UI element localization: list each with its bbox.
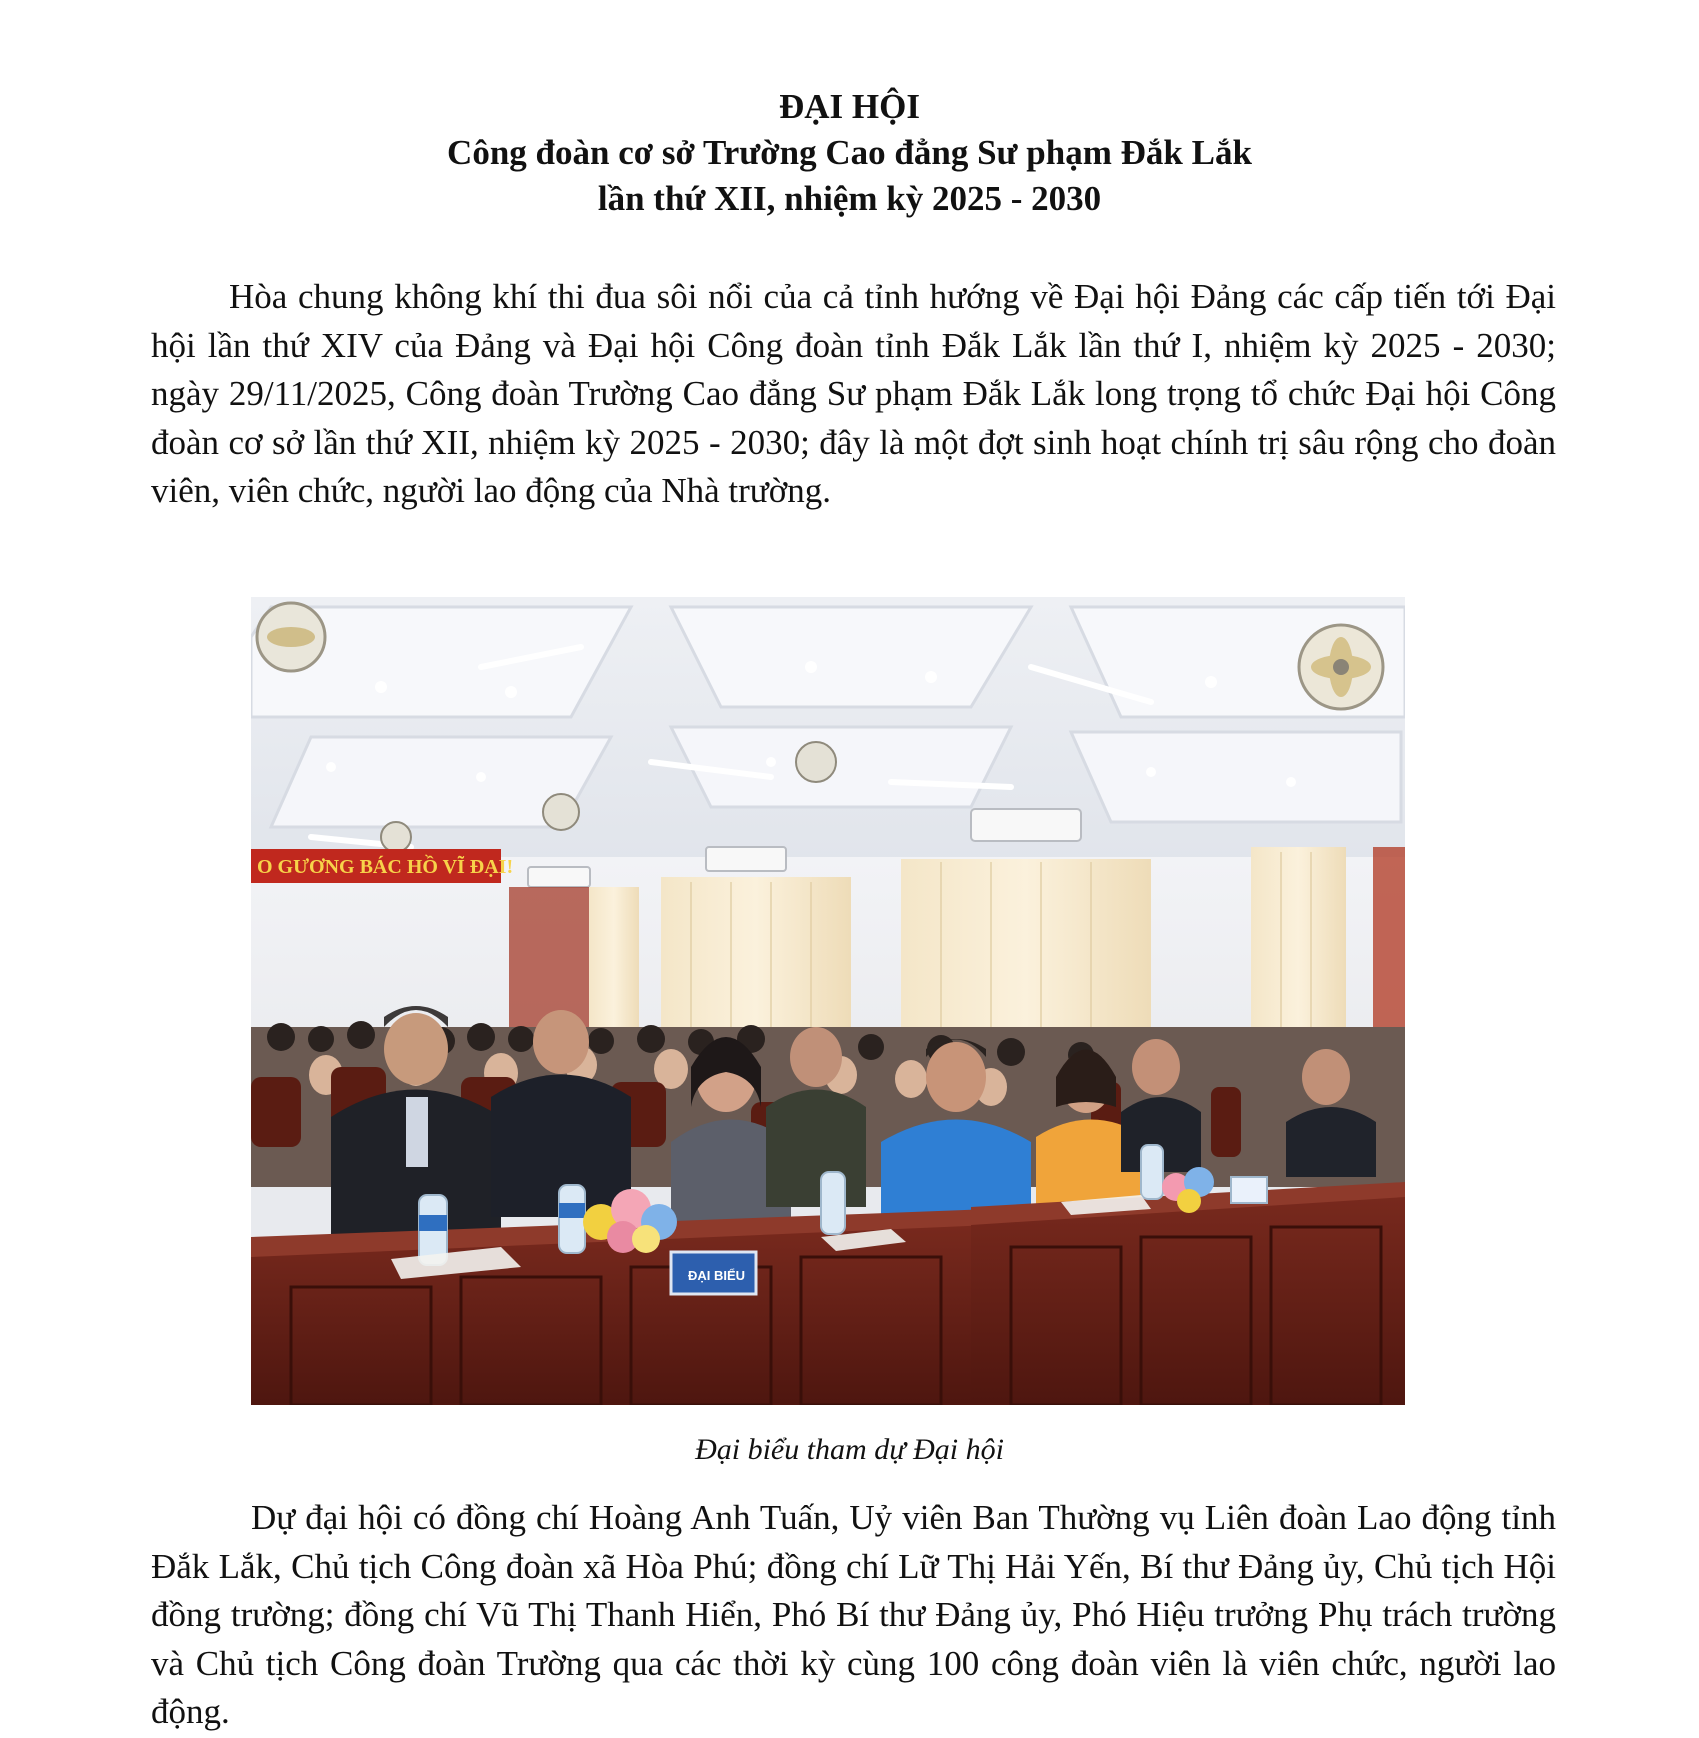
second-paragraph: Dự đại hội có đồng chí Hoàng Anh Tuấn, Uỷ viên Ban Thường vụ Liên đoàn Lao động tỉnh Đắk Lắk, Chủ tịch Công đoàn xã Hòa Phú; đồng chí Lữ Thị Hải Yến, Bí thư Đảng ủy, Chủ tịch Hội đồng trường; đồng chí Vũ Thị Thanh Hiển, Phó Bí thư Đảng ủy, Phó Hiệu trưởng Phụ trách trường và Chủ tịch Công đoàn Trường qua các thời kỳ cùng 100 công đoàn viên là viên chức, người lao động.: [151, 1498, 1556, 1731]
intro-paragraph: Hòa chung không khí thi đua sôi nổi của cả tỉnh hướng về Đại hội Đảng các cấp tiến tới Đại hội lần thứ XIV của Đảng và Đại hội Công đoàn tỉnh Đắk Lắk lần thứ I, nhiệm kỳ 2025 - 2030; ngày 29/11/2025, Công đoàn Trường Cao đẳng Sư phạm Đắk Lắk long trọng tổ chức Đại hội Công đoàn cơ sở lần thứ XII, nhiệm kỳ 2025 - 2030; đây là một đợt sinh hoạt chính trị sâu rộng cho đoàn viên, viên chức, người lao động của Nhà trường.: [151, 277, 1556, 510]
document-title: [0, 84, 1699, 222]
title-line-3: lần thứ XII, nhiệm kỳ 2025 - 2030: [597, 179, 1102, 218]
title-line-1: ĐẠI HỘI: [779, 87, 920, 126]
desk-sign-text: ĐẠI BIỂU: [688, 1268, 746, 1283]
banner-text: O GƯƠNG BÁC HỒ VĨ ĐẠI!: [257, 856, 514, 878]
title-line-2: Công đoàn cơ sở Trường Cao đẳng Sư phạm Đắk Lắk: [447, 133, 1252, 172]
ceiling-fan: [1299, 625, 1383, 709]
conference-photo: [251, 597, 1405, 1405]
photo-caption: Đại biểu tham dự Đại hội: [695, 1433, 1004, 1466]
